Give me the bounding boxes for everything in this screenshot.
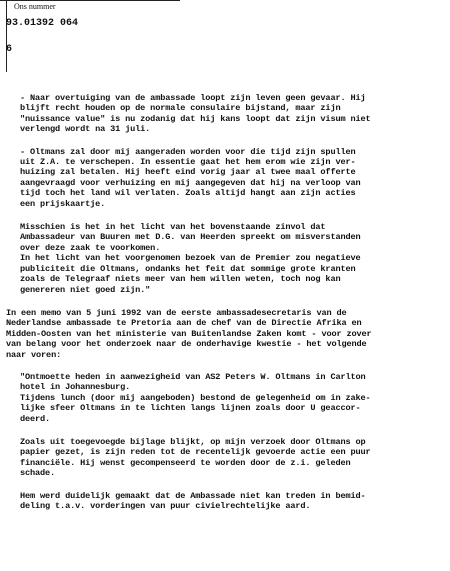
text-line: Misschien is het in het licht van het bovenstaande zinvol dat <box>20 222 326 233</box>
text-line: deling t.a.v. vorderingen van puur civielrechtelijke aard. <box>20 501 311 511</box>
text-line: papier gezet, is zijn reden tot de recentelijk gevoerde actie een puur <box>20 447 371 458</box>
text-line: genereren niet goed zijn." <box>20 284 151 295</box>
text-line: blijft recht houden op de normale consulaire bijstand, maar zijn <box>20 103 341 114</box>
paragraph-gap <box>6 479 444 491</box>
text-line: publiciteit die Oltmans, ondanks het feit dat sommige grote kranten <box>20 263 356 274</box>
document-body <box>6 93 444 511</box>
text-line: financiële. Hij wenst gecompenseerd te worden door de z.i. geleden <box>20 457 351 468</box>
text-line: Hem werd duidelijk gemaakt dat de Ambassade niet kan treden in bemid- <box>20 490 366 501</box>
paragraph <box>6 93 444 135</box>
paragraph-gap <box>6 209 444 222</box>
text-line: aangevraagd voor verhuizing en mij aangegeven dat hij na verloop van <box>20 177 361 188</box>
text-line: van belang voor het onderzoek naar de onderhavige kwestie - het volgende <box>6 339 367 350</box>
text-line: "nuissance value" is nu zodanig dat hij kans loopt dat zijn visum niet <box>20 113 371 124</box>
text-line: "Ontmoette heden in aanwezigheid van AS2 Peters W. Oltmans in Carlton <box>20 371 366 382</box>
text-line: tijd toch het land wil verlaten. Zoals altijd hangt aan zijn acties <box>20 188 356 199</box>
text-line: Zoals uit toegevoegde bijlage blijkt, op mijn verzoek door Oltmans op <box>20 436 366 447</box>
text-line: schade. <box>20 468 56 479</box>
text-line: naar voren: <box>6 349 62 360</box>
paragraph <box>6 437 444 479</box>
page-number: 6 <box>6 44 13 55</box>
text-line: Tijdens lunch (door mij aangeboden) bestond de gelegenheid om in zake- <box>20 392 371 403</box>
text-line: - Naar overtuiging van de ambassade loopt zijn leven geen gevaar. Hij <box>20 93 366 103</box>
paragraph <box>6 372 444 424</box>
paragraph <box>6 308 444 360</box>
text-line: In een memo van 5 juni 1992 van de eerste ambassadesecretaris van de <box>6 307 347 318</box>
text-line: Midden-Oosten van het ministerie van Buitenlandse Zaken komt - voor zover <box>6 328 372 339</box>
reference-number: 93.01392 064 <box>6 18 79 29</box>
text-line: verlengd wordt na 31 juli. <box>20 124 151 135</box>
paragraph <box>6 222 444 295</box>
text-line: deerd. <box>20 413 51 424</box>
text-line: uit Z.A. te verschepen. In essentie gaat het hem erom wie zijn ver- <box>20 157 356 168</box>
header-rule <box>0 0 180 1</box>
margin-bar <box>6 0 7 72</box>
paragraph-gap <box>6 295 444 308</box>
text-line: lijke sfeer Oltmans in te lichten langs lijnen zoals door U geaccor- <box>20 403 361 414</box>
text-line: een prijskaartje. <box>20 198 106 209</box>
text-line: In het licht van het voorgenomen bezoek van de Premier zou negatieve <box>20 253 361 264</box>
text-line: - Oltmans zal door mij aangeraden worden voor die tijd zijn spullen <box>20 146 356 157</box>
text-line: Nederlandse ambassade te Pretoria aan de chef van de Directie Afrika en <box>6 318 362 329</box>
reference-label: Ons nummer <box>14 2 56 11</box>
text-line: hotel in Johannesburg. <box>20 382 131 393</box>
paragraph <box>6 491 444 512</box>
paragraph-gap <box>6 424 444 437</box>
text-line: Ambassadeur van Buuren met D.G. van Heerden spreekt om misverstanden <box>20 232 361 243</box>
paragraph-gap <box>6 135 444 147</box>
text-line: huizing zal betalen. Hij heeft eind vorig jaar al twee maal offerte <box>20 167 356 178</box>
paragraph <box>6 147 444 209</box>
text-line: zoals de Telegraaf niets meer van hem willen weten, toch nog kan <box>20 274 341 285</box>
text-line: over deze zaak te voorkomen. <box>20 242 161 253</box>
paragraph-gap <box>6 360 444 372</box>
